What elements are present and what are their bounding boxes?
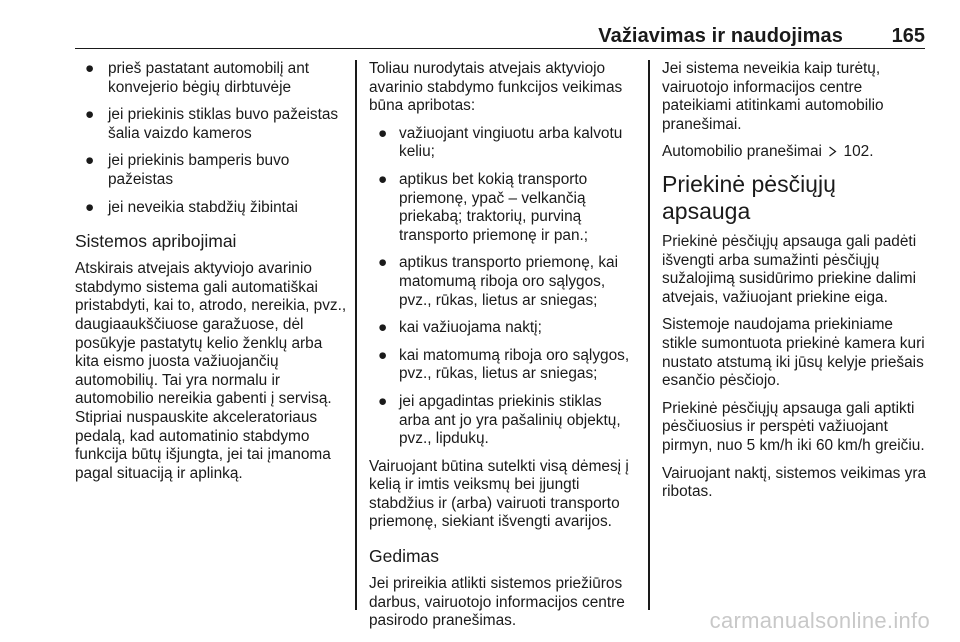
- column-2: [369, 60, 635, 640]
- bullet-icon: ●: [378, 346, 388, 364]
- section-heading: Sistemos apribojimai: [75, 231, 237, 252]
- column-divider: [648, 60, 650, 610]
- list-item: ● aptikus transporto priemonę, kai matomumą riboja oro sąlygos, pvz., rūkas, lietus ar sniegas;: [378, 254, 619, 309]
- reference-page: 102.: [843, 143, 874, 161]
- list-item: ● jei priekinis stiklas buvo pažeistas šalia vaizdo kameros: [85, 106, 339, 142]
- page-header: [75, 16, 925, 49]
- body-paragraph: Priekinė pėsčiųjų apsauga gali padėti išvengti arba sumažinti pėsčiųjų sužalojimą susidūrimo priekine dalimi atvejais, važiuojant priekine eiga.: [662, 232, 917, 306]
- body-paragraph: Priekinė pėsčiųjų apsauga gali aptikti pėsčiuosius ir perspėti važiuojant pirmyn, nuo 5 km/h iki 60 km/h greičiu.: [662, 399, 925, 454]
- body-paragraph: Sistemoje naudojama priekiniame stikle sumontuota priekinė kamera kuri nustato atstumą iki jūsų kelyje priešais esančio pėsčiojo.: [662, 316, 925, 390]
- bullet-icon: ●: [378, 319, 388, 337]
- column-divider: [355, 60, 357, 610]
- list-item: ● prieš pastatant automobilį ant konvejerio bėgių dirbtuvėje: [85, 60, 310, 96]
- column-3: [662, 60, 930, 511]
- bullet-icon: ●: [85, 152, 95, 170]
- bullet-icon: ●: [85, 106, 95, 124]
- list-item: ● kai važiuojama naktį;: [378, 319, 542, 337]
- reference-text: Automobilio pranešimai: [662, 143, 822, 161]
- body-paragraph: Jei prireikia atlikti sistemos priežiūros darbus, vairuotojo informacijos centre pasirodo pranešimas.: [369, 575, 625, 630]
- bullet-icon: ●: [85, 198, 95, 216]
- section-heading: Priekinė pėsčiųjų apsauga: [662, 170, 836, 224]
- list-item: ● kai matomumą riboja oro sąlygos, pvz., rūkas, lietus ar sniegas;: [378, 346, 630, 383]
- body-paragraph: Vairuojant naktį, sistemos veikimas yra ribotas.: [662, 464, 927, 501]
- list-item: ● važiuojant vingiuotu arba kalvotu keliu;: [378, 124, 623, 161]
- list-item: ● aptikus bet kokią transporto priemonę, ypač – velkančią priekabą; traktorių, purviną transporto priemonę ir pan.;: [378, 170, 589, 244]
- bullet-icon: ●: [378, 124, 388, 142]
- header-title: Važiavimas ir naudojimas: [598, 25, 843, 47]
- column-1: [75, 60, 347, 492]
- page-number: 165: [891, 25, 925, 47]
- list-item: ● jei priekinis bamperis buvo pažeistas: [85, 152, 290, 188]
- body-paragraph: Jei sistema neveikia kaip turėtų, vairuotojo informacijos centre pateikiami atitinkami automobilio pranešimai.: [662, 60, 884, 133]
- body-paragraph: Atskirais atvejais aktyviojo avarinio stabdymo sistema gali automatiškai pristabdyti, kai to, atrodo, nereikia, pvz., daugiaaukščiuose garažuose, dėl posūkyje pastatytų kelio ženklų arba kita eismo juosta važiuojančių automobilių. Tai yra normalu ir automobilio nereikia gabenti į servisą. Stipriai nuspauskite akceleratoriaus pedalą, kad automatinio stabdymo funkcija būtų išjungta, jei tai įmanoma pagal situaciją ir aplinką.: [75, 260, 347, 482]
- list-item: ● jei neveikia stabdžių žibintai: [85, 198, 298, 216]
- bullet-icon: ●: [85, 60, 95, 77]
- bullet-icon: ●: [378, 170, 388, 188]
- bullet-icon: ●: [378, 254, 388, 272]
- body-paragraph: Vairuojant būtina sutelkti visą dėmesį į kelią ir imtis veiksmų bei įjungti stabdžius ir (arba) vairuoti transporto priemonę, siekiant išvengti avarijos.: [369, 457, 629, 531]
- watermark: carmanualsonline.info: [709, 608, 930, 633]
- body-paragraph: Toliau nurodytais atvejais aktyviojo avarinio stabdymo funkcijos veikimas būna apribotas:: [369, 60, 623, 115]
- page-reference-icon: [828, 146, 837, 157]
- section-heading: Gedimas: [369, 546, 440, 567]
- cross-reference: [662, 143, 930, 162]
- bullet-icon: ●: [378, 392, 388, 410]
- bullet-list: [75, 60, 347, 217]
- bullet-list: [369, 125, 635, 449]
- list-item: ● jei apgadintas priekinis stiklas arba ant jo yra pašalinių objektų, pvz., lipdukų.: [378, 392, 621, 448]
